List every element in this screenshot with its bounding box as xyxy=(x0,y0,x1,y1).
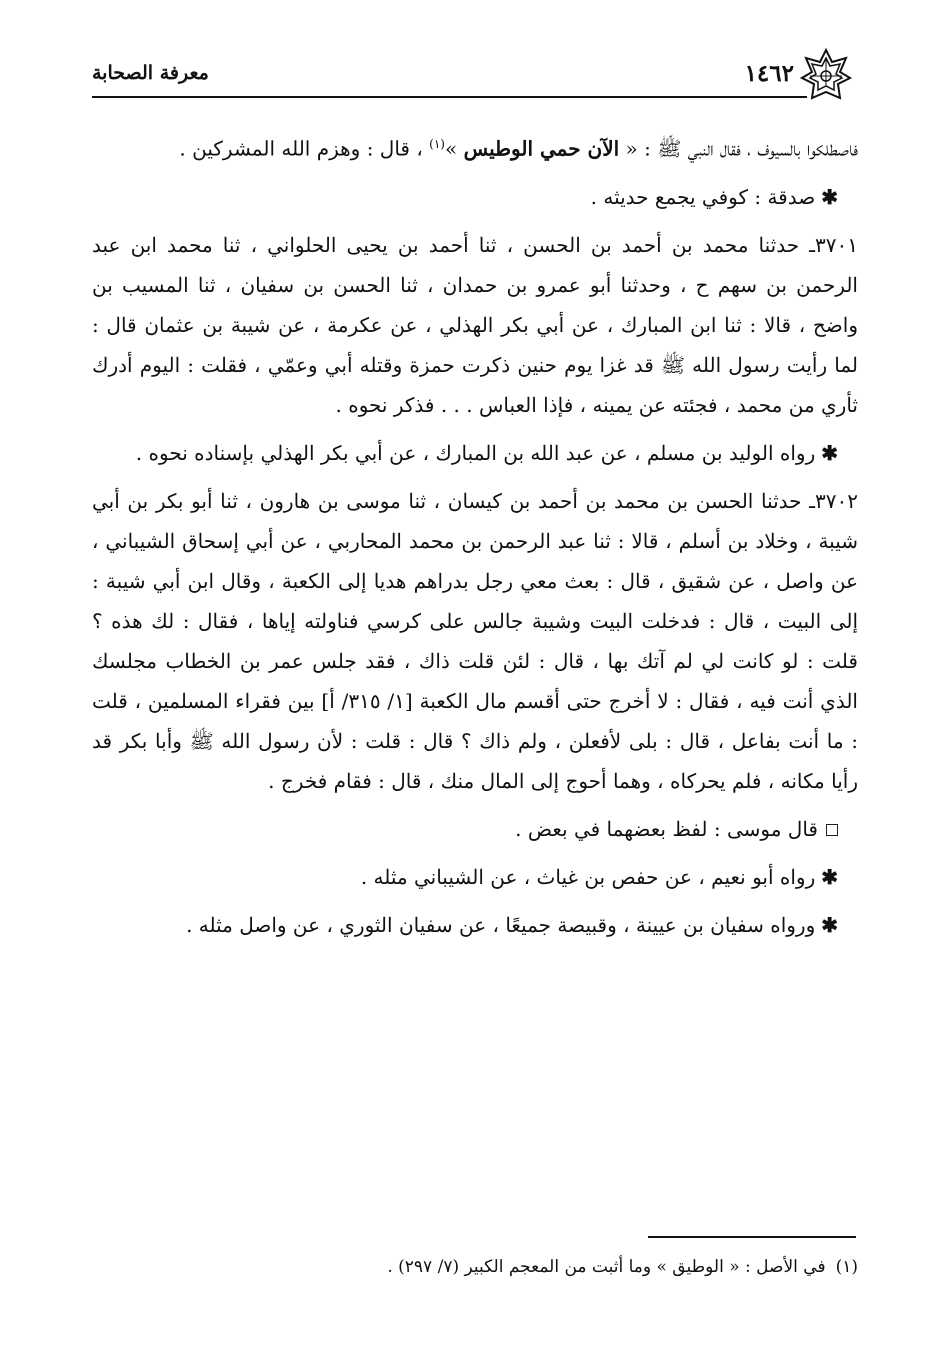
asterisk-marker-icon: ✱ xyxy=(821,864,838,889)
paragraph-p3 xyxy=(92,225,858,425)
paragraph-p5 xyxy=(92,481,858,801)
asterisk-marker-icon: ✱ xyxy=(821,912,838,937)
text-segment: ٣٧٠١ـ حدثنا محمد بن أحمد بن الحسن ، ثنا أحمد بن يحيى الحلواني ، ثنا محمد ابن عبد الرحمن بن سهم ح ، وحدثنا أبو عمرو بن حمدان ، ثنا الحسن بن سفيان ، ثنا المسيب بن واضح ، قالا : ثنا ابن المبارك ، عن أبي بكر الهذلي ، عن عكرمة ، عن شيبة بن عثمان قال : لما رأيت رسول الله ﷺ قد غزا يوم حنين ذكرت حمزة وقتله أبي وعمّي ، فقلت : اليوم أدرك ثأري من محمد ، فجئته عن يمينه ، فإذا العباس . . . فذكر نحوه . xyxy=(92,232,858,417)
paragraph-p6 xyxy=(92,809,858,849)
paragraph-p8 xyxy=(92,905,858,945)
text-segment: فاصطلكوا بالسيوف ، فقال النبي ﷺ : « xyxy=(619,136,858,161)
text-segment: ، قال : وهزم الله المشركين . xyxy=(179,136,430,161)
paragraph-p1 xyxy=(92,124,858,169)
text-segment: رواه الوليد بن مسلم ، عن عبد الله بن المبارك ، عن أبي بكر الهذلي بإسناده نحوه . xyxy=(135,440,816,465)
page-number: ١٤٦٢ xyxy=(744,60,794,87)
square-marker-icon xyxy=(826,824,838,836)
paragraph-p2 xyxy=(92,177,858,217)
footnote xyxy=(98,1252,858,1282)
page-header xyxy=(92,56,850,106)
header-rule xyxy=(92,96,807,98)
text-segment: صدقة : كوفي يجمع حديثه . xyxy=(590,184,816,209)
asterisk-marker-icon: ✱ xyxy=(821,184,838,209)
text-segment: ٣٧٠٢ـ حدثنا الحسن بن محمد بن أحمد بن كيسان ، ثنا موسى بن هارون ، ثنا أبو بكر بن أبي شيبة ، وخلاد بن أسلم ، قالا : ثنا عبد الرحمن بن محمد المحاربي ، عن أبي إسحاق الشيباني ، عن واصل ، عن شقيق ، قال : بعث معي رجل بدراهم هديا إلى الكعبة ، وقال ابن أبي شيبة : إلى البيت ، قال : فدخلت البيت وشيبة جالس على كرسي فناولته إياها ، فقال : لك هذه ؟ قلت : لو كانت لي لم آتك بها ، قال : لئن قلت ذاك ، فقد جلس عمر بن الخطاب مجلسك الذي أنت فيه ، فقال : لا أخرج حتى أقسم مال الكعبة [١/ ٣١٥/ أ] بين فقراء المسلمين ، قلت : ما أنت بفاعل ، قال : بلى لأفعلن ، ولم ذاك ؟ قال : قلت : لأن رسول الله ﷺ وأبا بكر قد رأيا مكانه ، فلم يحركاه ، وهما أحوج إلى المال منك ، قال : فقام فخرج . xyxy=(92,488,859,793)
asterisk-marker-icon: ✱ xyxy=(821,440,838,465)
footnote-rule xyxy=(648,1236,856,1238)
paragraph-p7 xyxy=(92,857,858,897)
footnote-number: (١) xyxy=(835,1257,858,1277)
text-segment: » xyxy=(444,136,464,161)
text-segment: رواه أبو نعيم ، عن حفص بن غياث ، عن الشيباني مثله . xyxy=(360,864,816,889)
footnote-text: في الأصل : « الوطيق » وما أثبت من المعجم الكبير (٧/ ٢٩٧) . xyxy=(387,1257,826,1277)
running-title: معرفة الصحابة xyxy=(92,62,209,84)
star-ornament-icon xyxy=(800,48,852,100)
footnote-reference: (١) xyxy=(429,137,445,151)
text-segment: ورواه سفيان بن عيينة ، وقبيصة جميعًا ، عن سفيان الثوري ، عن واصل مثله . xyxy=(186,912,816,937)
main-text xyxy=(92,124,858,953)
text-segment: قال موسى : لفظ بعضهما في بعض . xyxy=(515,816,818,841)
text-segment: الآن حمي الوطيس xyxy=(463,136,620,161)
paragraph-p4 xyxy=(92,433,858,473)
